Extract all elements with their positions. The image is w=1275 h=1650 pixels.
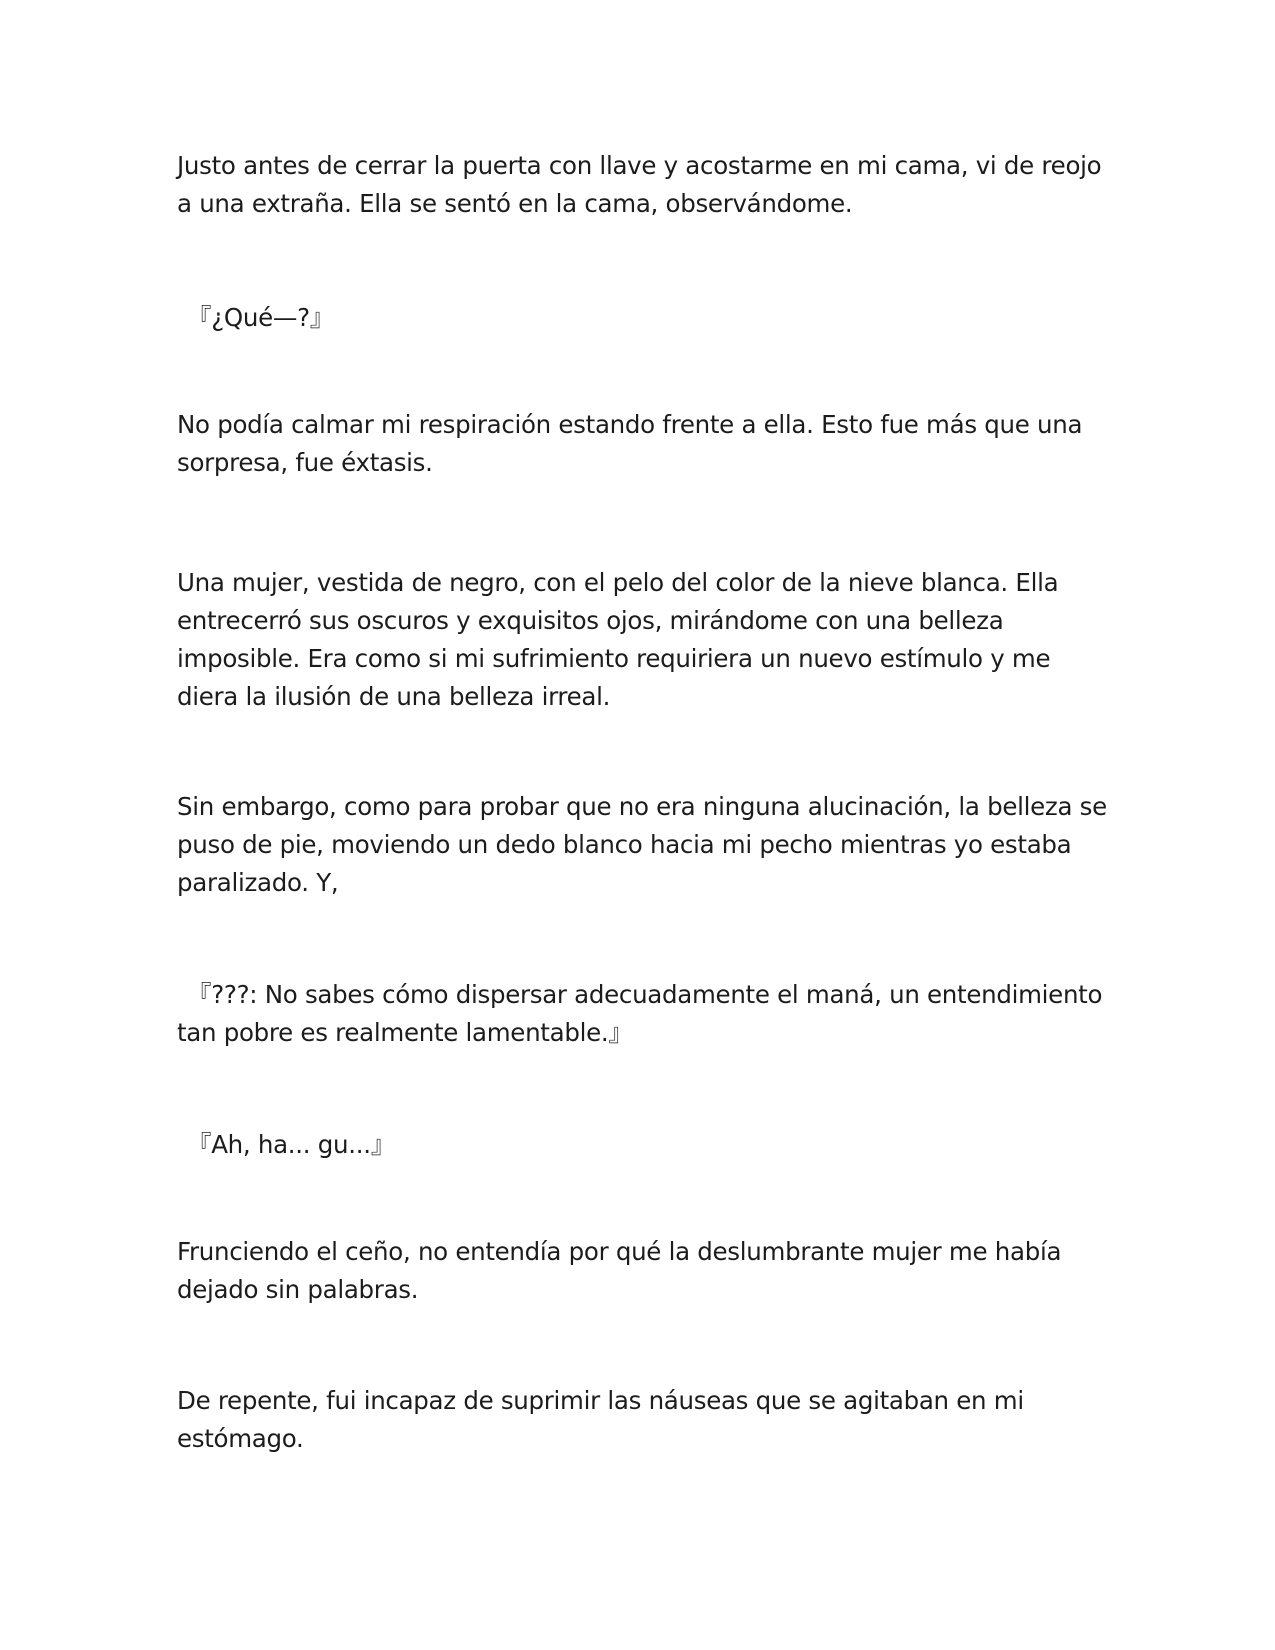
text-line: dejado sin palabras. [177,1275,419,1304]
dialogue-stranger [177,976,1117,1052]
text-line: paralizado. Y, [177,868,339,897]
dialogue-ah [187,1126,1117,1164]
paragraph-6 [177,1382,1107,1458]
text-line: De repente, fui incapaz de suprimir las náuseas que se agitaban en mi [177,1386,1024,1415]
text-line: puso de pie, moviendo un dedo blanco hacia mi pecho mientras yo estaba [177,830,1072,859]
paragraph-1 [177,147,1107,223]
paragraph-4 [177,788,1107,902]
text-line: sorpresa, fue éxtasis. [177,448,433,477]
text-line: a una extraña. Ella se sentó en la cama, observándome. [177,189,853,218]
dialogue-que [187,299,1117,337]
text-line: Una mujer, vestida de negro, con el pelo del color de la nieve blanca. Ella [177,568,1059,597]
text-line: tan pobre es realmente lamentable.』 [177,1018,633,1047]
text-line: No podía calmar mi respiración estando frente a ella. Esto fue más que una [177,410,1083,439]
text-line: entrecerró sus oscuros y exquisitos ojos, mirándome con una belleza [177,606,1004,635]
text-line: Frunciendo el ceño, no entendía por qué la deslumbrante mujer me había [177,1237,1062,1266]
text-line: imposible. Era como si mi sufrimiento requiriera un nuevo estímulo y me [177,644,1051,673]
text-line: 『Ah, ha... gu...』 [187,1130,395,1159]
paragraph-3 [177,564,1107,716]
text-line: Sin embargo, como para probar que no era ninguna alucinación, la belleza se [177,792,1107,821]
text-line: diera la ilusión de una belleza irreal. [177,682,611,711]
text-line: Justo antes de cerrar la puerta con llave y acostarme en mi cama, vi de reojo [177,151,1102,180]
text-line: 『???: No sabes cómo dispersar adecuadamente el maná, un entendimiento [187,980,1103,1009]
text-line: estómago. [177,1424,304,1453]
paragraph-2 [177,406,1107,482]
text-line: 『¿Qué—?』 [187,303,334,332]
paragraph-5 [177,1233,1107,1309]
